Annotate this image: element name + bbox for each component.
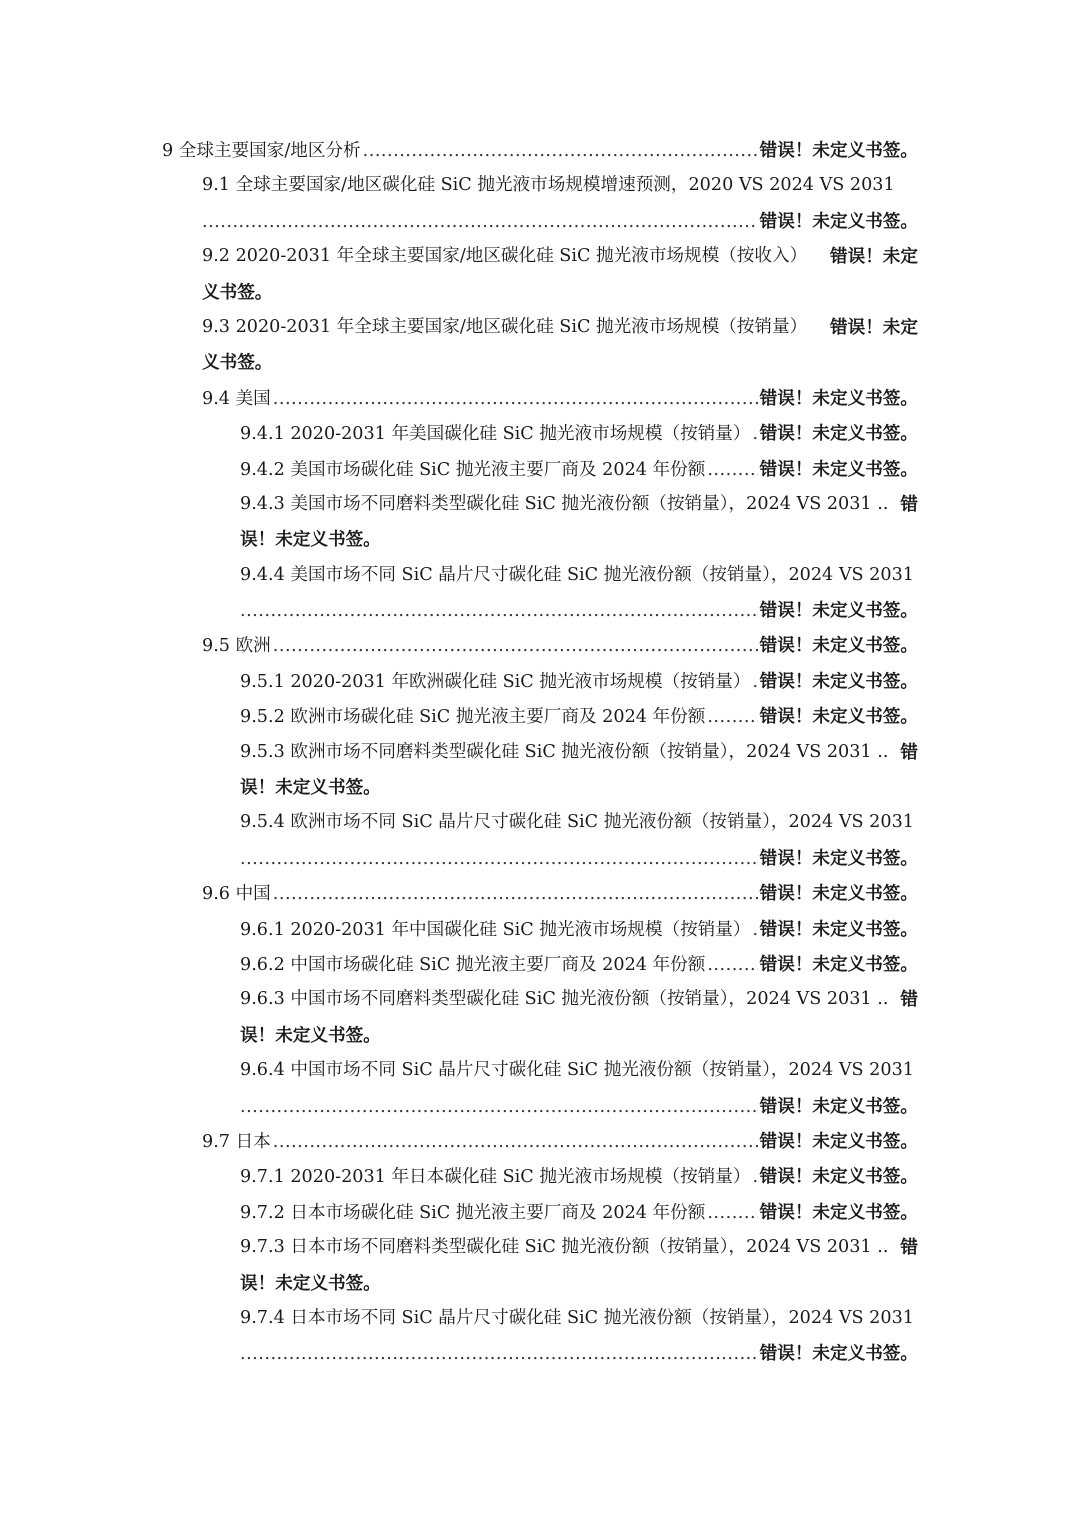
toc-entry-9-6-2[interactable] (162, 947, 918, 982)
toc-entry-9-4-3-cont[interactable] (162, 522, 918, 557)
toc-error-text: 错误！未定义书签。 (759, 1343, 918, 1365)
toc-leader-dots (273, 382, 758, 417)
toc-entry-9-6-4-cont[interactable] (162, 1089, 918, 1124)
toc-entry-text: 9.6.1 2020-2031 年中国碳化硅 SiC 抛光液市场规模（按销量） (240, 919, 751, 940)
toc-entry-9-1-cont[interactable] (162, 204, 918, 239)
toc-error-text: 错误！未定义书签。 (759, 706, 918, 728)
toc-entry-9-4-1[interactable] (162, 416, 918, 451)
toc-error-text: 错误！未定 (830, 246, 918, 268)
toc-entry-9-6[interactable] (162, 876, 918, 911)
toc-entry-9-3[interactable] (162, 310, 918, 345)
toc-entry-text: 9.4.1 2020-2031 年美国碳化硅 SiC 抛光液市场规模（按销量） (240, 424, 751, 445)
toc-leader-dots (240, 1090, 758, 1125)
toc-leader-dots (240, 1337, 758, 1372)
toc-entry-text: 9.5 欧洲 (202, 636, 271, 657)
toc-error-text: 误！未定义书签。 (240, 1024, 381, 1046)
toc-error-text: 错误！未定义书签。 (759, 847, 918, 869)
toc-entry-9-7[interactable] (162, 1124, 918, 1159)
toc-entry-text: 9.7.3 日本市场不同磨料类型碳化硅 SiC 抛光液份额（按销量），2024 VS 2031 .. (240, 1237, 889, 1258)
toc-error-text: 错误！未定义书签。 (759, 387, 918, 409)
toc-error-text: 错误！未定义书签。 (759, 458, 918, 480)
toc-leader-dots (707, 1196, 757, 1231)
toc-entry-9-7-3-cont[interactable] (162, 1266, 918, 1301)
toc-error-text: 错误！未定义书签。 (759, 140, 918, 161)
toc-entry-9-6-3-cont[interactable] (162, 1018, 918, 1053)
toc-entry-text: 9.1 全球主要国家/地区碳化硅 SiC 抛光液市场规模增速预测，2020 VS 2024 VS 2031 (202, 175, 895, 196)
toc-leader-dots (240, 842, 758, 877)
toc-error-text: 错误！未定义书签。 (759, 670, 918, 692)
toc-entry-9-4-4-cont[interactable] (162, 593, 918, 628)
toc-entry-9-4-2[interactable] (162, 452, 918, 487)
toc-entry-9-4-3[interactable] (162, 487, 918, 522)
toc-entry-text: 9.5.2 欧洲市场碳化硅 SiC 抛光液主要厂商及 2024 年份额 (240, 707, 706, 728)
toc-error-text: 误！未定义书签。 (240, 777, 381, 799)
toc-leader-dots (240, 594, 758, 629)
toc-entry-9-4-4[interactable] (162, 558, 918, 593)
toc-entry-9-7-4[interactable] (162, 1301, 918, 1336)
toc-error-text: 错 (900, 493, 918, 515)
toc-leader-dots (752, 913, 757, 948)
toc-error-text: 错误！未定义书签。 (759, 1095, 918, 1117)
toc-leader-dots (707, 948, 757, 983)
toc-error-text: 错误！未定义书签。 (759, 883, 918, 905)
toc-entry-text: 9.4.3 美国市场不同磨料类型碳化硅 SiC 抛光液份额（按销量），2024 VS 2031 .. (240, 493, 889, 514)
toc-entry-text: 9.7.1 2020-2031 年日本碳化硅 SiC 抛光液市场规模（按销量） (240, 1167, 751, 1188)
toc-entry-text: 9.6.3 中国市场不同磨料类型碳化硅 SiC 抛光液份额（按销量），2024 VS 2031 .. (240, 989, 889, 1010)
toc-entry-9-4[interactable] (162, 381, 918, 416)
toc-entry-9-6-4[interactable] (162, 1053, 918, 1088)
toc-entry-9-2[interactable] (162, 239, 918, 274)
toc-entry-text: 9.6.4 中国市场不同 SiC 晶片尺寸碳化硅 SiC 抛光液份额（按销量），2024 VS 2031 (240, 1060, 914, 1081)
toc-entry-9-5-3[interactable] (162, 735, 918, 770)
table-of-contents (162, 133, 918, 1372)
toc-entry-9-6-3[interactable] (162, 982, 918, 1017)
toc-entry-text: 9.5.4 欧洲市场不同 SiC 晶片尺寸碳化硅 SiC 抛光液份额（按销量），2024 VS 2031 (240, 812, 914, 833)
toc-entry-9-5-3-cont[interactable] (162, 770, 918, 805)
toc-entry-text: 9.6.2 中国市场碳化硅 SiC 抛光液主要厂商及 2024 年份额 (240, 954, 706, 975)
toc-leader-dots (273, 877, 758, 912)
toc-entry-9-6-1[interactable] (162, 912, 918, 947)
toc-leader-dots (752, 665, 757, 700)
toc-error-text: 误！未定义书签。 (240, 1272, 381, 1294)
toc-entry-9-5-4-cont[interactable] (162, 841, 918, 876)
toc-entry-9-7-1[interactable] (162, 1159, 918, 1194)
toc-entry-9-5-2[interactable] (162, 699, 918, 734)
toc-entry-text: 9.6 中国 (202, 884, 271, 905)
toc-entry-9-2-cont[interactable] (162, 275, 918, 310)
toc-error-text: 错 (900, 1237, 918, 1259)
toc-entry-9-5[interactable] (162, 628, 918, 663)
toc-entry-text: 9.2 2020-2031 年全球主要国家/地区碳化硅 SiC 抛光液市场规模（按收入） (202, 246, 808, 267)
toc-entry-text: 9.4 美国 (202, 388, 271, 409)
toc-error-text: 错误！未定义书签。 (759, 600, 918, 622)
toc-leader-dots (707, 700, 757, 735)
toc-error-text: 义书签。 (202, 352, 273, 374)
toc-entry-9[interactable] (162, 133, 918, 168)
toc-entry-text: 9.5.3 欧洲市场不同磨料类型碳化硅 SiC 抛光液份额（按销量），2024 VS 2031 .. (240, 741, 889, 762)
toc-entry-9-1[interactable] (162, 168, 918, 203)
toc-error-text: 误！未定义书签。 (240, 529, 381, 551)
toc-leader-dots (273, 1125, 758, 1160)
toc-entry-text: 9.3 2020-2031 年全球主要国家/地区碳化硅 SiC 抛光液市场规模（按销量） (202, 316, 808, 337)
toc-leader-dots (752, 417, 757, 452)
toc-error-text: 错误！未定义书签。 (759, 210, 918, 232)
toc-error-text: 义书签。 (202, 281, 273, 303)
toc-error-text: 错误！未定 (830, 316, 918, 338)
toc-entry-text: 9.4.2 美国市场碳化硅 SiC 抛光液主要厂商及 2024 年份额 (240, 459, 706, 480)
toc-entry-text: 9.7.4 日本市场不同 SiC 晶片尺寸碳化硅 SiC 抛光液份额（按销量），2024 VS 2031 (240, 1307, 914, 1328)
toc-error-text: 错 (900, 989, 918, 1011)
toc-leader-dots (202, 205, 758, 240)
toc-entry-9-7-4-cont[interactable] (162, 1336, 918, 1371)
toc-error-text: 错 (900, 741, 918, 763)
toc-error-text: 错误！未定义书签。 (759, 423, 918, 445)
toc-entry-9-7-2[interactable] (162, 1195, 918, 1230)
toc-entry-text: 9.5.1 2020-2031 年欧洲碳化硅 SiC 抛光液市场规模（按销量） (240, 671, 751, 692)
toc-entry-9-5-4[interactable] (162, 805, 918, 840)
toc-error-text: 错误！未定义书签。 (759, 953, 918, 975)
toc-leader-dots (363, 134, 758, 169)
toc-entry-9-3-cont[interactable] (162, 345, 918, 380)
toc-leader-dots (273, 629, 758, 664)
toc-error-text: 错误！未定义书签。 (759, 635, 918, 657)
toc-leader-dots (707, 453, 757, 488)
toc-entry-text: 9 全球主要国家/地区分析 (162, 141, 361, 161)
toc-entry-9-5-1[interactable] (162, 664, 918, 699)
toc-entry-9-7-3[interactable] (162, 1230, 918, 1265)
toc-error-text: 错误！未定义书签。 (759, 918, 918, 940)
toc-error-text: 错误！未定义书签。 (759, 1166, 918, 1188)
toc-error-text: 错误！未定义书签。 (759, 1130, 918, 1152)
toc-entry-text: 9.7 日本 (202, 1131, 271, 1152)
toc-leader-dots (752, 1160, 757, 1195)
toc-error-text: 错误！未定义书签。 (759, 1201, 918, 1223)
toc-entry-text: 9.4.4 美国市场不同 SiC 晶片尺寸碳化硅 SiC 抛光液份额（按销量），2024 VS 2031 (240, 564, 914, 585)
toc-entry-text: 9.7.2 日本市场碳化硅 SiC 抛光液主要厂商及 2024 年份额 (240, 1202, 706, 1223)
